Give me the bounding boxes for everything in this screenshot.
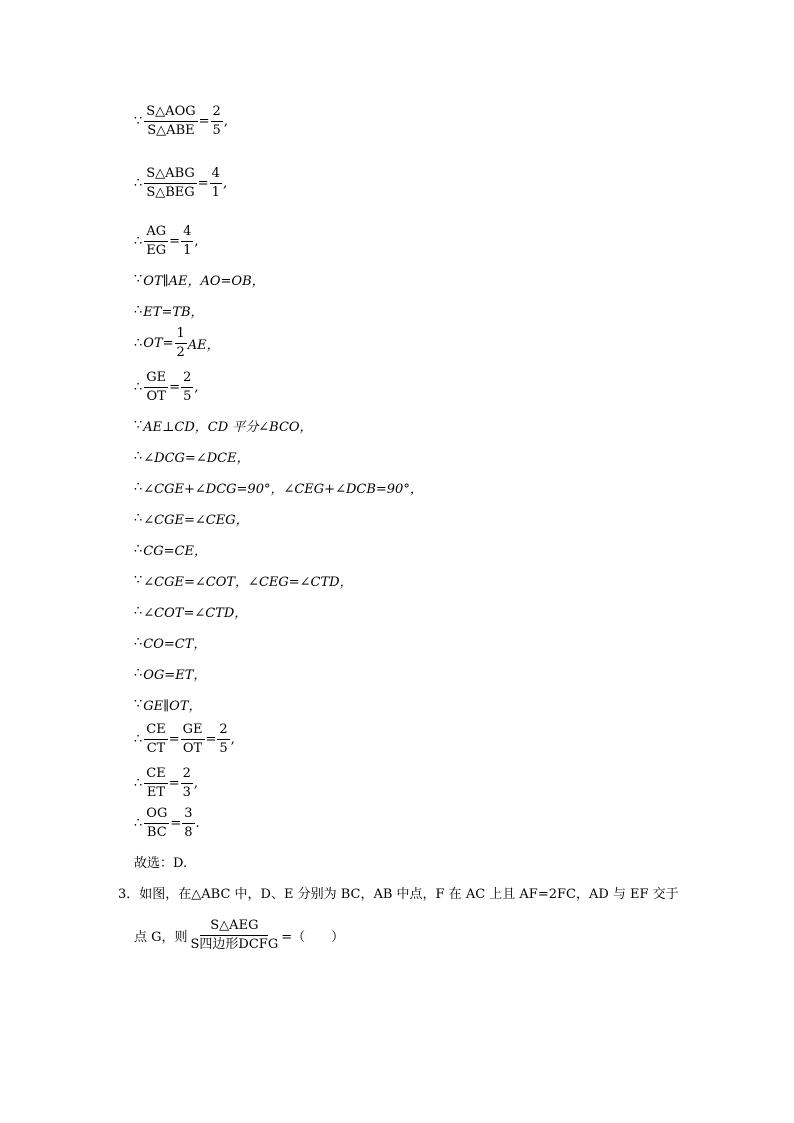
fraction [144, 104, 197, 139]
therefore-symbol: ∴ [134, 635, 143, 650]
numerator: 3 [182, 806, 194, 824]
punct: , [194, 234, 199, 249]
step-text: GE∥OT， [143, 699, 202, 714]
because-symbol: ∵ [134, 697, 143, 712]
punct: , [222, 176, 228, 191]
equals: = [197, 176, 209, 191]
step-15 [134, 633, 206, 652]
denominator: 8 [184, 825, 193, 840]
therefore-symbol: ∴ [134, 542, 143, 557]
fraction [210, 166, 222, 201]
answer-text: 故选：D. [134, 856, 188, 871]
therefore-symbol: ∴ [134, 732, 143, 747]
fraction [144, 722, 167, 757]
therefore-symbol: ∴ [134, 380, 143, 395]
denominator: 5 [183, 389, 192, 404]
numerator: 2 [217, 722, 229, 740]
fraction [175, 326, 187, 361]
step-18 [134, 722, 235, 757]
step-text: OG=ET， [143, 668, 207, 683]
step-9 [134, 447, 250, 466]
fraction [211, 104, 223, 139]
step-10 [134, 478, 423, 497]
because-symbol: ∵ [134, 272, 143, 287]
step-13 [134, 571, 353, 590]
therefore-symbol: ∴ [134, 449, 143, 464]
question-number: 3． [118, 887, 140, 902]
numerator: 2 [181, 766, 193, 784]
numerator: 4 [210, 166, 222, 184]
step-text: ET=TB， [143, 305, 204, 320]
denominator: S△ABE [147, 123, 195, 138]
denominator: S四边形DCFG [190, 937, 279, 952]
denominator: 1 [211, 185, 220, 200]
therefore-symbol: ∴ [134, 303, 143, 318]
denominator: S△BEG [146, 185, 195, 200]
denominator: 1 [183, 243, 192, 258]
step-4 [134, 270, 265, 289]
fraction [144, 370, 168, 405]
punct: , [230, 732, 235, 747]
denominator: OT [182, 741, 203, 756]
numerator: S△AEG [200, 918, 268, 936]
equals: = [168, 776, 180, 791]
equals: = [198, 114, 210, 129]
equals: = [168, 732, 180, 747]
equals: = [170, 816, 182, 831]
fraction [144, 806, 169, 841]
step-17 [134, 695, 202, 714]
numerator: S△ABG [144, 166, 196, 184]
therefore-symbol: ∴ [134, 234, 143, 249]
therefore-symbol: ∴ [134, 511, 143, 526]
step-12 [134, 540, 207, 559]
denominator: 2 [176, 345, 185, 360]
fraction [144, 766, 167, 801]
step-1 [134, 104, 228, 139]
question-text: 点 G，则 [134, 930, 188, 945]
numerator: S△AOG [144, 104, 197, 122]
punct: , [223, 114, 228, 129]
fraction [181, 722, 205, 757]
equals: = [205, 732, 217, 747]
therefore-symbol: ∴ [134, 666, 143, 681]
step-text: ∠CGE=∠CEG， [143, 513, 249, 528]
therefore-symbol: ∴ [134, 176, 143, 191]
step-text: AE⊥CD，CD 平分∠BCO， [143, 420, 313, 435]
therefore-symbol: ∴ [134, 480, 143, 495]
fraction [144, 166, 196, 201]
punct: , [194, 380, 199, 395]
fraction [181, 224, 193, 259]
punct: , [193, 776, 199, 791]
numerator: OG [144, 806, 169, 824]
step-text: ∠COT=∠CTD， [143, 606, 248, 621]
step-11 [134, 509, 249, 528]
punct: . [195, 816, 200, 831]
therefore-symbol: ∴ [134, 816, 143, 831]
answer-line [134, 852, 187, 871]
step-text: CO=CT， [143, 637, 207, 652]
numerator: 2 [211, 104, 223, 122]
because-symbol: ∵ [134, 114, 143, 129]
step-7 [134, 370, 198, 405]
step-text: ∠DCG=∠DCE， [143, 451, 250, 466]
denominator: EG [146, 243, 167, 258]
because-symbol: ∵ [134, 418, 143, 433]
denominator: OT [146, 389, 166, 404]
step-5 [134, 301, 204, 320]
denominator: 5 [212, 123, 221, 138]
numerator: CE [144, 722, 167, 740]
step-2 [134, 166, 227, 201]
numerator: 1 [175, 326, 187, 344]
numerator: AG [144, 224, 168, 242]
step-text: OT∥AE，AO=OB， [143, 274, 265, 289]
numerator: CE [144, 766, 167, 784]
numerator: GE [181, 722, 205, 740]
step-3 [134, 224, 198, 259]
therefore-symbol: ∴ [134, 604, 143, 619]
therefore-symbol: ∴ [134, 336, 143, 351]
question-3-line-2 [134, 918, 344, 953]
fraction [144, 224, 168, 259]
step-text: CG=CE， [143, 544, 207, 559]
denominator: 3 [182, 785, 191, 800]
question-text: 如图，在△ABC 中，D、E 分别为 BC，AB 中点，F 在 AC 上且 AF=2FC，AD 与 EF 交于 [139, 887, 679, 902]
denominator: ET [146, 785, 166, 800]
step-14 [134, 602, 247, 621]
step-6 [134, 326, 220, 361]
denominator: 5 [219, 741, 228, 756]
fraction [217, 722, 229, 757]
answer-blank: =（ ） [281, 930, 345, 945]
denominator: BC [146, 825, 167, 840]
denominator: CT [146, 741, 166, 756]
step-20 [134, 806, 200, 841]
step-text: ∠CGE=∠COT，∠CEG=∠CTD， [143, 575, 353, 590]
numerator: 2 [181, 370, 193, 388]
question-3-line-1 [118, 883, 679, 902]
equals: = [169, 380, 181, 395]
fraction [182, 806, 194, 841]
step-8 [134, 416, 313, 435]
step-16 [134, 664, 206, 683]
step-text: AE， [187, 338, 220, 353]
fraction [189, 918, 281, 953]
equals: = [169, 234, 181, 249]
step-text: OT= [143, 336, 174, 351]
numerator: GE [144, 370, 168, 388]
step-19 [134, 766, 198, 801]
because-symbol: ∵ [134, 573, 143, 588]
fraction [181, 766, 193, 801]
fraction [181, 370, 193, 405]
step-text: ∠CGE+∠DCG=90°，∠CEG+∠DCB=90°， [143, 482, 423, 497]
therefore-symbol: ∴ [134, 776, 143, 791]
numerator: 4 [181, 224, 193, 242]
